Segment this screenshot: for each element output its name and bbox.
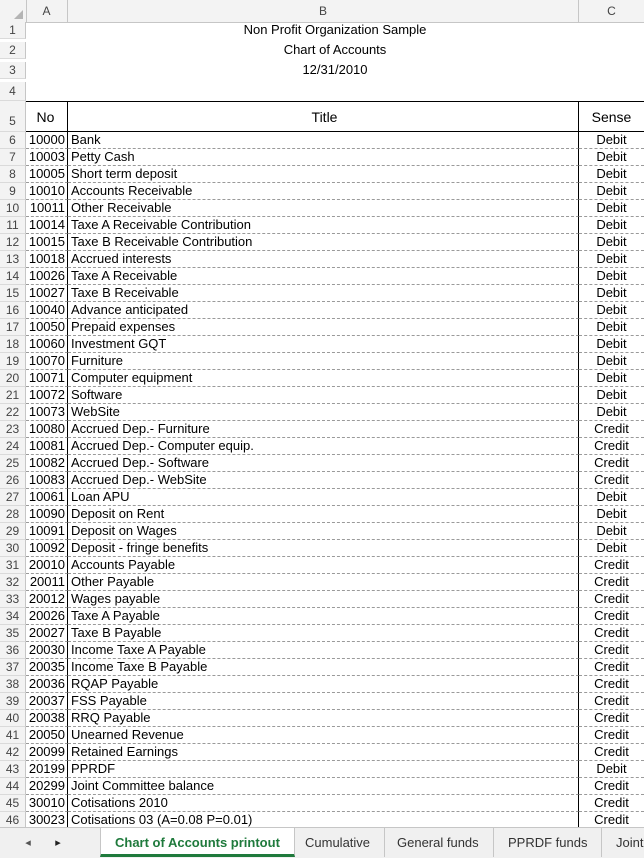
account-number-cell[interactable]: 20036 (26, 676, 68, 693)
row-number[interactable]: 10 (0, 200, 26, 217)
sheet-date[interactable]: 12/31/2010 (302, 62, 368, 77)
row-number[interactable]: 21 (0, 387, 26, 404)
account-title-cell[interactable]: Accrued Dep.- Furniture (68, 421, 579, 438)
row-number[interactable]: 24 (0, 438, 26, 455)
account-sense-cell[interactable]: Debit (579, 302, 644, 319)
row-number[interactable]: 9 (0, 183, 26, 200)
row-number[interactable]: 2 (0, 42, 26, 59)
row-number[interactable]: 7 (0, 149, 26, 166)
account-number-cell[interactable]: 20038 (26, 710, 68, 727)
table-row (0, 200, 644, 217)
account-sense-cell[interactable]: Debit (579, 387, 644, 404)
table-row (0, 659, 644, 676)
account-title-cell[interactable]: Accrued interests (68, 251, 579, 268)
account-number-cell[interactable]: 10050 (26, 319, 68, 336)
account-sense-cell[interactable]: Credit (579, 455, 644, 472)
table-row (0, 353, 644, 370)
column-header-a[interactable]: A (26, 0, 68, 22)
account-number-cell[interactable]: 20037 (26, 693, 68, 710)
account-number-cell[interactable]: 20030 (26, 642, 68, 659)
table-row (0, 778, 644, 795)
account-title-cell[interactable]: Deposit on Wages (68, 523, 579, 540)
account-number-cell[interactable]: 10072 (26, 387, 68, 404)
table-row (0, 591, 644, 608)
account-sense-cell[interactable]: Debit (579, 217, 644, 234)
account-sense-cell[interactable]: Debit (579, 183, 644, 200)
row-number[interactable]: 39 (0, 693, 26, 710)
account-title-cell[interactable]: Joint Committee balance (68, 778, 579, 795)
account-number-cell[interactable]: 10061 (26, 489, 68, 506)
account-number-cell[interactable]: 20299 (26, 778, 68, 795)
row-number[interactable]: 30 (0, 540, 26, 557)
account-sense-cell[interactable]: Credit (579, 659, 644, 676)
row-number[interactable]: 37 (0, 659, 26, 676)
row-number[interactable]: 31 (0, 557, 26, 574)
row-number[interactable]: 25 (0, 455, 26, 472)
account-number-cell[interactable]: 10080 (26, 421, 68, 438)
account-sense-cell[interactable]: Debit (579, 404, 644, 421)
account-number-cell[interactable]: 20012 (26, 591, 68, 608)
account-sense-cell[interactable]: Debit (579, 540, 644, 557)
table-row (0, 727, 644, 744)
account-title-cell[interactable]: Taxe A Payable (68, 608, 579, 625)
account-number-cell[interactable]: 20035 (26, 659, 68, 676)
account-sense-cell[interactable]: Debit (579, 761, 644, 778)
account-sense-cell[interactable]: Credit (579, 710, 644, 727)
account-sense-cell[interactable]: Credit (579, 778, 644, 795)
account-sense-cell[interactable]: Debit (579, 234, 644, 251)
row-number[interactable]: 34 (0, 608, 26, 625)
table-row (0, 472, 644, 489)
table-row (0, 795, 644, 812)
row-number[interactable]: 12 (0, 234, 26, 251)
account-number-cell[interactable]: 20199 (26, 761, 68, 778)
row-number[interactable]: 33 (0, 591, 26, 608)
account-number-cell[interactable]: 10073 (26, 404, 68, 421)
table-row (0, 523, 644, 540)
account-sense-cell[interactable]: Credit (579, 812, 644, 829)
table-row (0, 744, 644, 761)
account-number-cell[interactable]: 10092 (26, 540, 68, 557)
table-row (0, 693, 644, 710)
account-title-cell[interactable]: Computer equipment (68, 370, 579, 387)
row-number[interactable]: 20 (0, 370, 26, 387)
table-row (0, 132, 644, 149)
table-row (0, 183, 644, 200)
account-sense-cell[interactable]: Debit (579, 506, 644, 523)
account-sense-cell[interactable]: Credit (579, 421, 644, 438)
account-sense-cell[interactable]: Credit (579, 795, 644, 812)
account-title-cell[interactable]: Other Receivable (68, 200, 579, 217)
account-title-cell[interactable]: Accrued Dep.- WebSite (68, 472, 579, 489)
select-all-corner[interactable] (0, 0, 27, 22)
row-2 (0, 42, 644, 59)
table-row (0, 506, 644, 523)
account-number-cell[interactable]: 20027 (26, 625, 68, 642)
account-sense-cell[interactable]: Credit (579, 557, 644, 574)
row-number[interactable]: 19 (0, 353, 26, 370)
account-number-cell[interactable]: 10071 (26, 370, 68, 387)
account-number-cell[interactable]: 10026 (26, 268, 68, 285)
account-number-cell[interactable]: 10014 (26, 217, 68, 234)
account-sense-cell[interactable]: Credit (579, 676, 644, 693)
row-number[interactable]: 44 (0, 778, 26, 795)
table-row (0, 251, 644, 268)
account-sense-cell[interactable]: Credit (579, 744, 644, 761)
sheet-title[interactable]: Non Profit Organization Sample (243, 22, 427, 37)
table-row (0, 149, 644, 166)
account-title-cell[interactable]: PPRDF (68, 761, 579, 778)
table-row (0, 557, 644, 574)
table-row (0, 268, 644, 285)
account-sense-cell[interactable]: Debit (579, 285, 644, 302)
account-sense-cell[interactable]: Debit (579, 370, 644, 387)
row-number[interactable]: 1 (0, 22, 26, 39)
account-title-cell[interactable]: FSS Payable (68, 693, 579, 710)
account-sense-cell[interactable]: Credit (579, 608, 644, 625)
account-title-cell[interactable]: Taxe B Receivable Contribution (68, 234, 579, 251)
row-number[interactable]: 46 (0, 812, 26, 829)
column-header-b[interactable]: B (68, 0, 579, 22)
account-title-cell[interactable]: WebSite (68, 404, 579, 421)
row-number[interactable]: 17 (0, 319, 26, 336)
account-sense-cell[interactable]: Credit (579, 472, 644, 489)
table-row (0, 234, 644, 251)
tab-pprdf-funds[interactable]: PPRDF funds (494, 828, 602, 857)
account-number-cell[interactable]: 10027 (26, 285, 68, 302)
account-title-cell[interactable]: Advance anticipated (68, 302, 579, 319)
account-number-cell[interactable]: 10003 (26, 149, 68, 166)
header-row (0, 101, 644, 132)
account-sense-cell[interactable]: Debit (579, 319, 644, 336)
account-title-cell[interactable]: Investment GQT (68, 336, 579, 353)
account-number-cell[interactable]: 10090 (26, 506, 68, 523)
row-1 (0, 22, 644, 39)
row-number[interactable]: 35 (0, 625, 26, 642)
table-row (0, 387, 644, 404)
table-row (0, 319, 644, 336)
account-title-cell[interactable]: Income Taxe B Payable (68, 659, 579, 676)
account-title-cell[interactable]: RQAP Payable (68, 676, 579, 693)
row-number[interactable]: 16 (0, 302, 26, 319)
table-row (0, 336, 644, 353)
account-number-cell[interactable]: 10040 (26, 302, 68, 319)
account-number-cell[interactable]: 20011 (26, 574, 68, 591)
column-header-bar (0, 0, 644, 23)
table-row (0, 642, 644, 659)
account-title-cell[interactable]: Prepaid expenses (68, 319, 579, 336)
account-title-cell[interactable]: Income Taxe A Payable (68, 642, 579, 659)
row-number[interactable]: 40 (0, 710, 26, 727)
account-sense-cell[interactable]: Debit (579, 132, 644, 149)
account-sense-cell[interactable]: Credit (579, 574, 644, 591)
account-title-cell[interactable]: Taxe A Receivable (68, 268, 579, 285)
row-number[interactable]: 22 (0, 404, 26, 421)
account-title-cell[interactable]: Cotisations 2010 (68, 795, 579, 812)
account-number-cell[interactable]: 10015 (26, 234, 68, 251)
account-title-cell[interactable]: Software (68, 387, 579, 404)
row-number[interactable]: 14 (0, 268, 26, 285)
table-row (0, 625, 644, 642)
table-row (0, 217, 644, 234)
table-row (0, 489, 644, 506)
account-number-cell[interactable]: 20010 (26, 557, 68, 574)
row-3 (0, 62, 644, 79)
account-title-cell[interactable]: Accrued Dep.- Computer equip. (68, 438, 579, 455)
row-number[interactable]: 29 (0, 523, 26, 540)
account-title-cell[interactable]: Other Payable (68, 574, 579, 591)
account-sense-cell[interactable]: Debit (579, 251, 644, 268)
table-row (0, 285, 644, 302)
row-4 (0, 82, 644, 101)
table-row (0, 574, 644, 591)
account-title-cell[interactable]: Deposit on Rent (68, 506, 579, 523)
account-sense-cell[interactable]: Debit (579, 523, 644, 540)
row-number[interactable]: 45 (0, 795, 26, 812)
table-row (0, 608, 644, 625)
account-number-cell[interactable]: 10005 (26, 166, 68, 183)
table-row (0, 166, 644, 183)
account-title-cell[interactable]: Cotisations 03 (A=0.08 P=0.01) (68, 812, 579, 829)
account-number-cell[interactable]: 10083 (26, 472, 68, 489)
account-number-cell[interactable]: 10060 (26, 336, 68, 353)
account-number-cell[interactable]: 10081 (26, 438, 68, 455)
account-title-cell[interactable]: Accounts Receivable (68, 183, 579, 200)
account-number-cell[interactable]: 20026 (26, 608, 68, 625)
account-title-cell[interactable]: Deposit - fringe benefits (68, 540, 579, 557)
account-sense-cell[interactable]: Credit (579, 693, 644, 710)
row-number[interactable]: 27 (0, 489, 26, 506)
account-number-cell[interactable]: 10082 (26, 455, 68, 472)
row-number[interactable]: 5 (0, 101, 26, 132)
tab-cumulative[interactable]: Cumulative (291, 828, 385, 857)
row-number[interactable]: 13 (0, 251, 26, 268)
tab-scroll-left-icon[interactable]: ◂ (25, 837, 31, 849)
account-sense-cell[interactable]: Debit (579, 336, 644, 353)
row-number[interactable]: 8 (0, 166, 26, 183)
row-number[interactable]: 28 (0, 506, 26, 523)
account-title-cell[interactable]: RRQ Payable (68, 710, 579, 727)
row-number[interactable]: 26 (0, 472, 26, 489)
account-title-cell[interactable]: Accounts Payable (68, 557, 579, 574)
account-number-cell[interactable]: 10091 (26, 523, 68, 540)
account-title-cell[interactable]: Taxe B Receivable (68, 285, 579, 302)
account-number-cell[interactable]: 30023 (26, 812, 68, 829)
table-row (0, 404, 644, 421)
account-title-cell[interactable]: Short term deposit (68, 166, 579, 183)
account-sense-cell[interactable]: Debit (579, 353, 644, 370)
table-row (0, 455, 644, 472)
table-row (0, 370, 644, 387)
header-no[interactable]: No (26, 102, 68, 131)
account-sense-cell[interactable]: Debit (579, 166, 644, 183)
row-number[interactable]: 38 (0, 676, 26, 693)
row-number[interactable]: 6 (0, 132, 26, 149)
tab-joint[interactable]: Joint (616, 835, 644, 850)
row-number[interactable]: 15 (0, 285, 26, 302)
account-title-cell[interactable]: Loan APU (68, 489, 579, 506)
account-title-cell[interactable]: Unearned Revenue (68, 727, 579, 744)
header-title[interactable]: Title (68, 102, 579, 131)
table-row (0, 438, 644, 455)
account-sense-cell[interactable]: Credit (579, 727, 644, 744)
account-sense-cell[interactable]: Credit (579, 642, 644, 659)
account-number-cell[interactable]: 10000 (26, 132, 68, 149)
account-number-cell[interactable]: 10010 (26, 183, 68, 200)
row-number[interactable]: 41 (0, 727, 26, 744)
account-title-cell[interactable]: Taxe A Receivable Contribution (68, 217, 579, 234)
account-sense-cell[interactable]: Credit (579, 591, 644, 608)
row-number[interactable]: 11 (0, 217, 26, 234)
row-number[interactable]: 36 (0, 642, 26, 659)
tab-scroll-right-icon[interactable]: ▸ (55, 837, 61, 849)
table-row (0, 676, 644, 693)
account-number-cell[interactable]: 10011 (26, 200, 68, 217)
account-title-cell[interactable]: Retained Earnings (68, 744, 579, 761)
row-number[interactable]: 32 (0, 574, 26, 591)
row-number[interactable]: 3 (0, 62, 26, 79)
sheet-subtitle[interactable]: Chart of Accounts (283, 42, 387, 57)
table-row (0, 540, 644, 557)
account-title-cell[interactable]: Bank (68, 132, 579, 149)
account-sense-cell[interactable]: Debit (579, 149, 644, 166)
account-number-cell[interactable]: 10070 (26, 353, 68, 370)
tab-general-funds[interactable]: General funds (383, 828, 494, 857)
account-number-cell[interactable]: 30010 (26, 795, 68, 812)
account-sense-cell[interactable]: Credit (579, 438, 644, 455)
account-title-cell[interactable]: Accrued Dep.- Software (68, 455, 579, 472)
table-row (0, 421, 644, 438)
account-number-cell[interactable]: 20050 (26, 727, 68, 744)
table-row (0, 302, 644, 319)
account-title-cell[interactable]: Taxe B Payable (68, 625, 579, 642)
account-sense-cell[interactable]: Credit (579, 625, 644, 642)
row-number[interactable]: 18 (0, 336, 26, 353)
account-title-cell[interactable]: Furniture (68, 353, 579, 370)
row-number[interactable]: 43 (0, 761, 26, 778)
account-number-cell[interactable]: 20099 (26, 744, 68, 761)
account-sense-cell[interactable]: Debit (579, 268, 644, 285)
column-header-c[interactable]: C (607, 4, 616, 18)
sheet-tab-bar (0, 827, 644, 858)
row-number[interactable]: 23 (0, 421, 26, 438)
account-title-cell[interactable]: Wages payable (68, 591, 579, 608)
row-number[interactable]: 4 (0, 82, 26, 101)
row-number[interactable]: 42 (0, 744, 26, 761)
tab-chart-of-accounts-printout[interactable]: Chart of Accounts printout (100, 828, 295, 857)
table-row (0, 710, 644, 727)
table-row (0, 761, 644, 778)
account-number-cell[interactable]: 10018 (26, 251, 68, 268)
account-sense-cell[interactable]: Debit (579, 489, 644, 506)
account-title-cell[interactable]: Petty Cash (68, 149, 579, 166)
header-sense[interactable]: Sense (591, 109, 632, 125)
account-sense-cell[interactable]: Debit (579, 200, 644, 217)
